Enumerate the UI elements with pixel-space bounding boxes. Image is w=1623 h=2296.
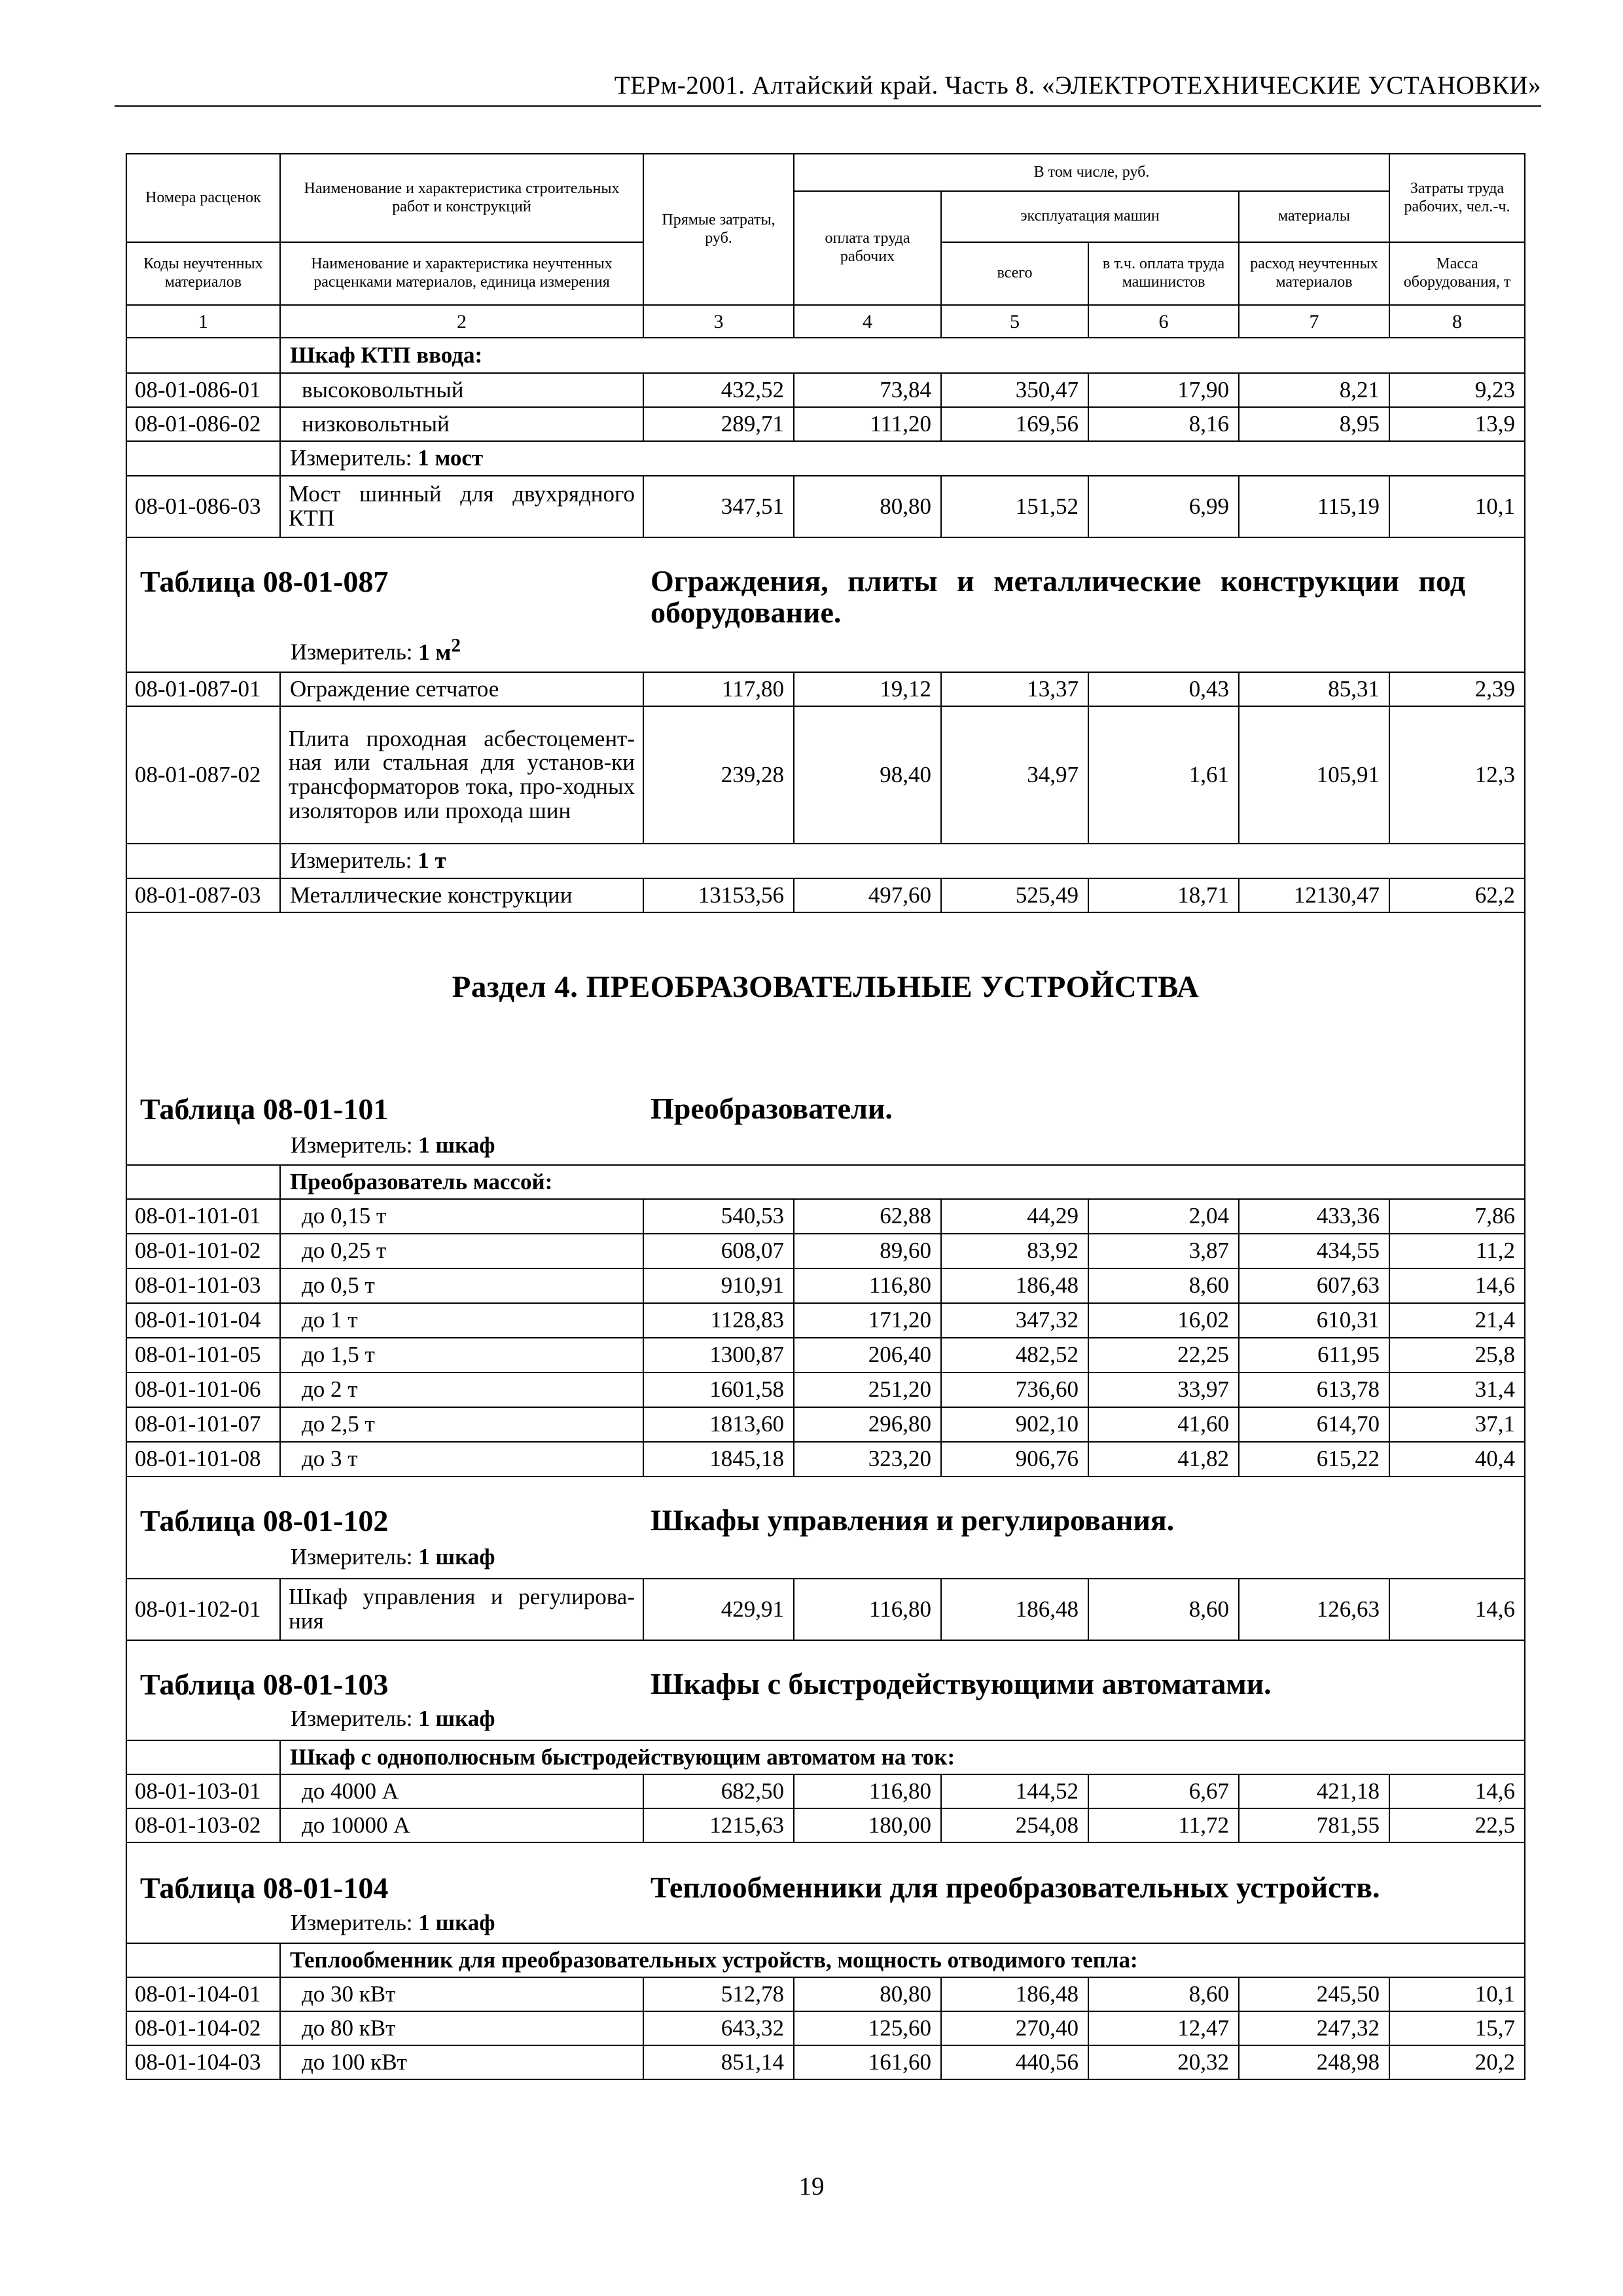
cell-materials: 607,63 [1239, 1268, 1389, 1303]
cell-labor-hours: 9,23 [1389, 373, 1525, 407]
table-number: Таблица 08-01-087 [140, 565, 389, 598]
cell-direct: 432,52 [643, 373, 794, 407]
rate-code: 08-01-104-01 [126, 1977, 280, 2011]
cell-direct: 682,50 [643, 1774, 794, 1808]
group-row [126, 1165, 1525, 1199]
group-label: Теплообменник для преобразовательных устройств, мощность отводимого тепла: [280, 1943, 1525, 1977]
cell-materials: 126,63 [1239, 1579, 1389, 1640]
t101-rows [126, 1199, 1525, 1477]
rate-code: 08-01-101-05 [126, 1338, 280, 1372]
rate-name: до 2,5 т [280, 1407, 643, 1442]
table-title-row [126, 1842, 1525, 1943]
cell-labor-pay: 125,60 [794, 2011, 941, 2045]
cell-operator-pay: 6,99 [1088, 476, 1239, 537]
rate-code: 08-01-086-02 [126, 407, 280, 441]
hdr-rate-numbers: Номера расценок [126, 154, 280, 242]
cell-machines: 270,40 [941, 2011, 1088, 2045]
table-row [126, 1579, 1525, 1640]
cell-operator-pay: 17,90 [1088, 373, 1239, 407]
cell-machines: 350,47 [941, 373, 1088, 407]
cell-materials: 781,55 [1239, 1808, 1389, 1842]
cell-machines: 347,32 [941, 1303, 1088, 1338]
cell-machines: 13,37 [941, 672, 1088, 706]
hdr-operator-pay: в т.ч. оплата труда машинистов [1088, 242, 1239, 305]
cell-materials: 434,55 [1239, 1234, 1389, 1268]
rate-code: 08-01-101-06 [126, 1372, 280, 1407]
cell-labor-hours: 2,39 [1389, 672, 1525, 706]
cell-labor-pay: 116,80 [794, 1268, 941, 1303]
measure-unit: Измеритель: 1 шкаф [291, 1132, 495, 1158]
rate-code: 08-01-101-01 [126, 1199, 280, 1234]
column-numbers-row [126, 305, 1525, 338]
rate-name: Плита проходная асбестоцемент-ная или стальная для установ-ки трансформаторов тока, про-ходных изоляторов или прохода шин [280, 706, 643, 844]
cell-labor-pay: 111,20 [794, 407, 941, 441]
cell-operator-pay: 6,67 [1088, 1774, 1239, 1808]
cell-labor-pay: 73,84 [794, 373, 941, 407]
table-number: Таблица 08-01-102 [140, 1504, 389, 1537]
cell-labor-hours: 7,86 [1389, 1199, 1525, 1234]
hdr-worker-pay: оплата труда рабочих [794, 191, 941, 305]
cell-machines: 151,52 [941, 476, 1088, 537]
cell-labor-pay: 98,40 [794, 706, 941, 844]
cell-materials: 611,95 [1239, 1338, 1389, 1372]
measure-row [126, 441, 1525, 476]
table-row [126, 1977, 1525, 2011]
table-row [126, 672, 1525, 706]
table-row [126, 878, 1525, 912]
cell-labor-pay: 116,80 [794, 1579, 941, 1640]
col-num: 5 [941, 305, 1088, 338]
cell-labor-hours: 14,6 [1389, 1579, 1525, 1640]
rate-name: до 3 т [280, 1442, 643, 1477]
cell-labor-hours: 20,2 [1389, 2045, 1525, 2079]
rate-name: до 2 т [280, 1372, 643, 1407]
cell-machines: 44,29 [941, 1199, 1088, 1234]
cell-machines: 482,52 [941, 1338, 1088, 1372]
col-num: 1 [126, 305, 280, 338]
rate-code: 08-01-087-01 [126, 672, 280, 706]
rate-name: до 1 т [280, 1303, 643, 1338]
group-row [126, 338, 1525, 373]
cell-machines: 144,52 [941, 1774, 1088, 1808]
cell-machines: 186,48 [941, 1268, 1088, 1303]
cell-machines: 906,76 [941, 1442, 1088, 1477]
table-title: Ограждения, плиты и металлические конструкции под оборудование. [651, 564, 1465, 630]
hdr-including: В том числе, руб. [794, 154, 1389, 191]
cell-materials: 610,31 [1239, 1303, 1389, 1338]
t104-rows [126, 1977, 1525, 2079]
hdr-material-use: расход неучтенных материалов [1239, 242, 1389, 305]
hdr-equipment-mass: Масса оборудования, т [1389, 242, 1525, 305]
cell-materials: 614,70 [1239, 1407, 1389, 1442]
cell-labor-pay: 296,80 [794, 1407, 941, 1442]
table-title: Шкафы с быстродействующими автоматами. [651, 1667, 1272, 1700]
cell-labor-hours: 22,5 [1389, 1808, 1525, 1842]
cell-machines: 525,49 [941, 878, 1088, 912]
table-row [126, 373, 1525, 407]
table-row [126, 1199, 1525, 1234]
hdr-materials: материалы [1239, 191, 1389, 242]
cell-labor-pay: 180,00 [794, 1808, 941, 1842]
t103-rows [126, 1774, 1525, 1842]
table-title-row [126, 537, 1525, 672]
rate-name: до 10000 А [280, 1808, 643, 1842]
cell-labor-hours: 12,3 [1389, 706, 1525, 844]
table-row [126, 407, 1525, 441]
rate-code: 08-01-101-03 [126, 1268, 280, 1303]
cell-direct: 429,91 [643, 1579, 794, 1640]
cell-operator-pay: 8,60 [1088, 1268, 1239, 1303]
cell-materials: 12130,47 [1239, 878, 1389, 912]
rate-name: до 0,5 т [280, 1268, 643, 1303]
hdr-work-name: Наименование и характеристика строительных работ и конструкций [280, 154, 643, 242]
rate-code: 08-01-103-02 [126, 1808, 280, 1842]
cell-labor-pay: 323,20 [794, 1442, 941, 1477]
cell-machines: 186,48 [941, 1977, 1088, 2011]
table-number: Таблица 08-01-101 [140, 1092, 389, 1126]
table-title-row [126, 1477, 1525, 1579]
table-row [126, 1338, 1525, 1372]
table-row [126, 2011, 1525, 2045]
cell-labor-pay: 161,60 [794, 2045, 941, 2079]
hdr-direct-costs: Прямые затраты, руб. [643, 154, 794, 305]
table-row [126, 476, 1525, 537]
rate-code: 08-01-101-07 [126, 1407, 280, 1442]
cell-labor-hours: 13,9 [1389, 407, 1525, 441]
cell-operator-pay: 1,61 [1088, 706, 1239, 844]
measure-unit: Измеритель: 1 шкаф [291, 1544, 495, 1570]
table-title: Преобразователи. [651, 1092, 893, 1125]
cell-materials: 115,19 [1239, 476, 1389, 537]
measure-unit: Измеритель: 1 мост [280, 441, 1525, 476]
header-rule [115, 105, 1541, 107]
cell-labor-hours: 10,1 [1389, 1977, 1525, 2011]
cell-materials: 105,91 [1239, 706, 1389, 844]
cell-operator-pay: 18,71 [1088, 878, 1239, 912]
table-number: Таблица 08-01-103 [140, 1668, 389, 1701]
hdr-material-name: Наименование и характеристика неучтенных расценками материалов, единица измерения [280, 242, 643, 305]
cell-direct: 910,91 [643, 1268, 794, 1303]
cell-direct: 1845,18 [643, 1442, 794, 1477]
cell-direct: 13153,56 [643, 878, 794, 912]
table-row [126, 1234, 1525, 1268]
cell-direct: 851,14 [643, 2045, 794, 2079]
rate-name: до 100 кВт [280, 2045, 643, 2079]
cell-direct: 1813,60 [643, 1407, 794, 1442]
cell-labor-pay: 251,20 [794, 1372, 941, 1407]
rate-code: 08-01-086-01 [126, 373, 280, 407]
hdr-machines: эксплуатация машин [941, 191, 1239, 242]
col-num: 4 [794, 305, 941, 338]
rate-code: 08-01-102-01 [126, 1579, 280, 1640]
group-label: Шкаф с однополюсным быстродействующим автоматом на ток: [280, 1740, 1525, 1774]
col-num: 3 [643, 305, 794, 338]
rate-name: до 80 кВт [280, 2011, 643, 2045]
cell-direct: 512,78 [643, 1977, 794, 2011]
cell-machines: 736,60 [941, 1372, 1088, 1407]
cell-labor-hours: 14,6 [1389, 1774, 1525, 1808]
cell-machines: 902,10 [941, 1407, 1088, 1442]
rate-name: Мост шинный для двухрядного КТП [280, 476, 643, 537]
group-row [126, 1943, 1525, 1977]
cell-operator-pay: 8,60 [1088, 1977, 1239, 2011]
table-number: Таблица 08-01-104 [140, 1871, 389, 1905]
cell-materials: 613,78 [1239, 1372, 1389, 1407]
header-row-1 [126, 154, 1525, 191]
table-row [126, 1372, 1525, 1407]
section-heading: Раздел 4. ПРЕОБРАЗОВАТЕЛЬНЫЕ УСТРОЙСТВА [452, 970, 1200, 1004]
hdr-material-codes: Коды неучтенных материалов [126, 242, 280, 305]
col-num: 8 [1389, 305, 1525, 338]
cell-labor-hours: 31,4 [1389, 1372, 1525, 1407]
cell-operator-pay: 11,72 [1088, 1808, 1239, 1842]
cell-materials: 247,32 [1239, 2011, 1389, 2045]
table-title: Шкафы управления и регулирования. [651, 1503, 1175, 1537]
table-row [126, 1268, 1525, 1303]
cell-machines: 83,92 [941, 1234, 1088, 1268]
cell-materials: 245,50 [1239, 1977, 1389, 2011]
rate-code: 08-01-086-03 [126, 476, 280, 537]
rate-name: до 1,5 т [280, 1338, 643, 1372]
cell-machines: 440,56 [941, 2045, 1088, 2079]
cell-labor-hours: 37,1 [1389, 1407, 1525, 1442]
rate-code: 08-01-101-02 [126, 1234, 280, 1268]
cell-labor-pay: 206,40 [794, 1338, 941, 1372]
cell-operator-pay: 16,02 [1088, 1303, 1239, 1338]
cell-labor-hours: 10,1 [1389, 476, 1525, 537]
cell-materials: 8,21 [1239, 373, 1389, 407]
table-row [126, 1303, 1525, 1338]
rate-name: высоковольтный [280, 373, 643, 407]
cell-labor-pay: 497,60 [794, 878, 941, 912]
cell-materials: 248,98 [1239, 2045, 1389, 2079]
rate-code: 08-01-104-03 [126, 2045, 280, 2079]
cell-direct: 608,07 [643, 1234, 794, 1268]
cell-materials: 85,31 [1239, 672, 1389, 706]
cell-direct: 1215,63 [643, 1808, 794, 1842]
rate-code: 08-01-103-01 [126, 1774, 280, 1808]
cell-labor-pay: 62,88 [794, 1199, 941, 1234]
rate-name: Ограждение сетчатое [280, 672, 643, 706]
cell-direct: 117,80 [643, 672, 794, 706]
hdr-machines-total: всего [941, 242, 1088, 305]
cell-operator-pay: 8,16 [1088, 407, 1239, 441]
cell-direct: 1601,58 [643, 1372, 794, 1407]
group-label: Шкаф КТП ввода: [280, 338, 1525, 373]
cell-labor-hours: 25,8 [1389, 1338, 1525, 1372]
cell-labor-pay: 89,60 [794, 1234, 941, 1268]
cell-machines: 169,56 [941, 407, 1088, 441]
rate-code: 08-01-101-04 [126, 1303, 280, 1338]
table-row [126, 706, 1525, 844]
cell-direct: 239,28 [643, 706, 794, 844]
rate-name: до 30 кВт [280, 1977, 643, 2011]
measure-row [126, 844, 1525, 878]
cell-labor-hours: 14,6 [1389, 1268, 1525, 1303]
rate-name: Шкаф управления и регулирова-ния [280, 1579, 643, 1640]
cell-operator-pay: 3,87 [1088, 1234, 1239, 1268]
cell-operator-pay: 20,32 [1088, 2045, 1239, 2079]
col-num: 2 [280, 305, 643, 338]
cell-labor-pay: 19,12 [794, 672, 941, 706]
cell-operator-pay: 12,47 [1088, 2011, 1239, 2045]
table-title-row [126, 1640, 1525, 1740]
cell-operator-pay: 41,60 [1088, 1407, 1239, 1442]
cell-direct: 1300,87 [643, 1338, 794, 1372]
cell-labor-hours: 15,7 [1389, 2011, 1525, 2045]
cell-labor-pay: 80,80 [794, 1977, 941, 2011]
cell-labor-hours: 11,2 [1389, 1234, 1525, 1268]
cell-machines: 186,48 [941, 1579, 1088, 1640]
table-row [126, 1774, 1525, 1808]
rate-code: 08-01-104-02 [126, 2011, 280, 2045]
table-row [126, 2045, 1525, 2079]
table-row [126, 1442, 1525, 1477]
cell-materials: 8,95 [1239, 407, 1389, 441]
cell-labor-pay: 116,80 [794, 1774, 941, 1808]
rate-name: до 4000 А [280, 1774, 643, 1808]
cell-materials: 433,36 [1239, 1199, 1389, 1234]
rate-code: 08-01-087-02 [126, 706, 280, 844]
cell-operator-pay: 33,97 [1088, 1372, 1239, 1407]
cell-labor-pay: 171,20 [794, 1303, 941, 1338]
cell-operator-pay: 0,43 [1088, 672, 1239, 706]
measure-unit: Измеритель: 1 т [280, 844, 1525, 878]
col-num: 6 [1088, 305, 1239, 338]
cell-machines: 254,08 [941, 1808, 1088, 1842]
page-number: 19 [798, 2172, 825, 2200]
col-num: 7 [1239, 305, 1389, 338]
cell-operator-pay: 41,82 [1088, 1442, 1239, 1477]
cell-direct: 1128,83 [643, 1303, 794, 1338]
cell-labor-hours: 21,4 [1389, 1303, 1525, 1338]
rate-code: 08-01-087-03 [126, 878, 280, 912]
group-row [126, 1740, 1525, 1774]
measure-unit: Измеритель: 1 шкаф [291, 1910, 495, 1935]
cell-operator-pay: 8,60 [1088, 1579, 1239, 1640]
section-title-row [126, 912, 1525, 1165]
cell-labor-hours: 40,4 [1389, 1442, 1525, 1477]
cell-materials: 615,22 [1239, 1442, 1389, 1477]
group-label: Преобразователь массой: [280, 1165, 1525, 1199]
rate-name: низковольтный [280, 407, 643, 441]
price-table [126, 153, 1525, 2080]
hdr-labor-costs: Затраты труда рабочих, чел.-ч. [1389, 154, 1525, 242]
cell-direct: 540,53 [643, 1199, 794, 1234]
running-head: ТЕРм-2001. Алтайский край. Часть 8. «ЭЛЕКТРОТЕХНИЧЕСКИЕ УСТАНОВКИ» [614, 71, 1541, 99]
table-row [126, 1407, 1525, 1442]
cell-labor-pay: 80,80 [794, 476, 941, 537]
measure-unit: Измеритель: 1 шкаф [291, 1706, 495, 1731]
cell-operator-pay: 2,04 [1088, 1199, 1239, 1234]
rate-name: до 0,25 т [280, 1234, 643, 1268]
cell-direct: 643,32 [643, 2011, 794, 2045]
table-row [126, 1808, 1525, 1842]
table-title: Теплообменники для преобразовательных устройств. [651, 1871, 1380, 1904]
rate-name: Металлические конструкции [280, 878, 643, 912]
cell-materials: 421,18 [1239, 1774, 1389, 1808]
cell-machines: 34,97 [941, 706, 1088, 844]
cell-labor-hours: 62,2 [1389, 878, 1525, 912]
cell-direct: 347,51 [643, 476, 794, 537]
measure-unit: Измеритель: 1 $м^2$ [291, 635, 461, 665]
rate-name: до 0,15 т [280, 1199, 643, 1234]
rate-code: 08-01-101-08 [126, 1442, 280, 1477]
cell-direct: 289,71 [643, 407, 794, 441]
cell-operator-pay: 22,25 [1088, 1338, 1239, 1372]
